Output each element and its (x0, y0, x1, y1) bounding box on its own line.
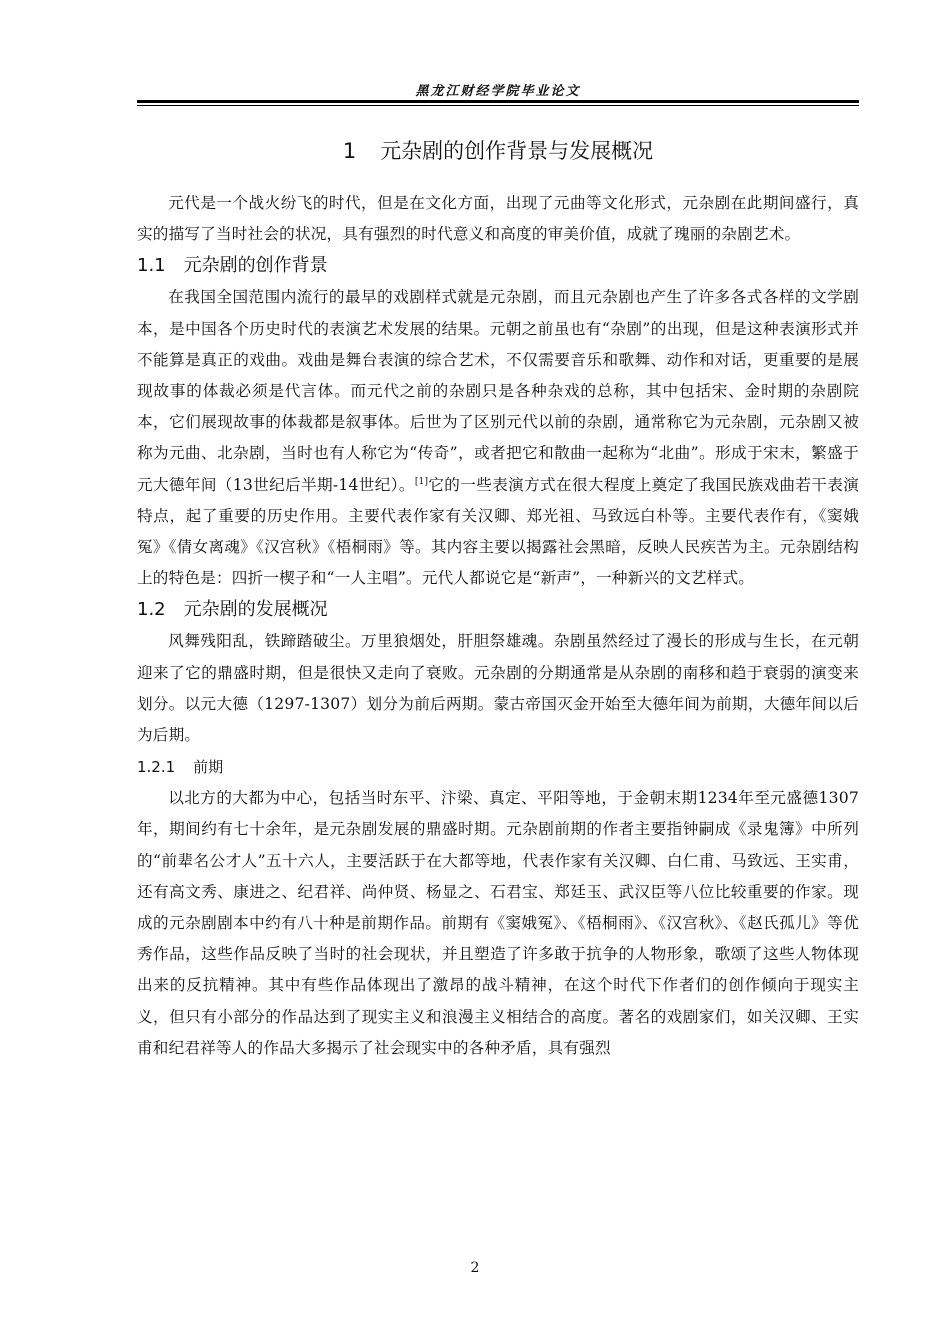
subsection-title: 前期 (193, 758, 224, 777)
section-title: 元杂剧的创作背景 (183, 255, 328, 277)
chapter-title (137, 134, 859, 168)
subsection-heading-1-2-1 (137, 751, 859, 783)
section-heading-1-1 (137, 250, 859, 282)
section-heading-1-2 (137, 594, 859, 626)
section-number: 1.1 (137, 255, 166, 277)
header-rule-thick (137, 100, 859, 103)
subsection-number: 1.2.1 (137, 758, 176, 777)
chapter-title-text: 元杂剧的创作背景与发展概况 (380, 139, 654, 163)
header-rule-thin (137, 105, 859, 106)
section-1-1-paragraph (137, 282, 859, 594)
section-number: 1.2 (137, 599, 166, 621)
paragraph-text-part1: 在我国全国范围内流行的最早的戏剧样式就是元杂剧，而且元杂剧也产生了许多各式各样的文学剧本，是中国各个历史时代的表演艺术发展的结果。元朝之前虽也有“杂剧”的出现，但是这种表演形式并不能算是真正的戏曲。戏曲是舞台表演的综合艺术，不仅需要音乐和歌舞、动作和对话，更重要的是展现故事的体裁必须是代言体。而元代之前的杂剧只是各种杂戏的总称，其中包括宋、金时期的杂剧院本，它们展现故事的体裁都是叙事体。后世为了区别元代以前的杂剧，通常称它为元杂剧，元杂剧又被称为元曲、北杂剧，当时也有人称它为“传奇”，或者把它和散曲一起称为“北曲”。形成于宋末，繁盛于元大德年间（13世纪后半期-14世纪）。 (137, 288, 859, 494)
section-title: 元杂剧的发展概况 (183, 599, 328, 621)
page-content (137, 130, 859, 1064)
section-1-2-paragraph: 风舞残阳乱，铁蹄踏破尘。万里狼烟处，肝胆祭雄魂。杂剧虽然经过了漫长的形成与生长，在元朝迎来了它的鼎盛时期，但是很快又走向了衰败。元杂剧的分期通常是从杂剧的南移和趋于衰弱的演变来划分。以元大德（1297-1307）划分为前后两期。蒙古帝国灭金开始至大德年间为前期，大德年间以后为后期。 (137, 632, 859, 745)
running-header: 黑龙江财经学院毕业论文 (415, 84, 581, 99)
chapter-intro-paragraph: 元代是一个战火纷飞的时代，但是在文化方面，出现了元曲等文化形式，元杂剧在此期间盛行，真实的描写了当时社会的状况，具有强烈的时代意义和高度的审美价值，成就了瑰丽的杂剧艺术。 (137, 194, 859, 244)
subsection-1-2-1-paragraph: 以北方的大都为中心，包括当时东平、汴梁、真定、平阳等地，于金朝末期1234年至元盛德1307年，期间约有七十余年，是元杂剧发展的鼎盛时期。元杂剧前期的作者主要指钟嗣成《录鬼簿》中所列的“前辈名公才人”五十六人，主要活跃于在大都等地，代表作家有关汉卿、白仁甫、马致远、王实甫，还有高文秀、康进之、纪君祥、尚仲贤、杨显之、石君宝、郑廷玉、武汉臣等八位比较重要的作家。现成的元杂剧剧本中约有八十种是前期作品。前期有《窦娥冤》、《梧桐雨》、《汉宫秋》、《赵氏孤儿》等优秀作品，这些作品反映了当时的社会现状，并且塑造了许多敢于抗争的人物形象，歌颂了这些人物体现出来的反抗精神。其中有些作品体现出了激昂的战斗精神，在这个时代下作者们的创作倾向于现实主义，但只有小部分的作品达到了现实主义和浪漫主义相结合的高度。著名的戏剧家们，如关汉卿、王实甫和纪君祥等人的作品大多揭示了社会现实中的各种矛盾，具有强烈 (137, 789, 859, 1057)
chapter-number: 1 (342, 139, 357, 163)
citation-marker: [1] (414, 476, 429, 487)
page-number: 2 (470, 1260, 480, 1276)
paragraph-text-part2: 它的一些表演方式在很大程度上奠定了我国民族戏曲若干表演特点，起了重要的历史作用。主要代表作家有关汉卿、郑光祖、马致远白朴等。主要代表作有，《窦娥冤》《倩女离魂》《汉宫秋》《梧桐雨》等。其内容主要以揭露社会黑暗，反映人民疾苦为主。元杂剧结构上的特色是：四折一楔子和“一人主唱”。元代人都说它是“新声”，一种新兴的文艺样式。 (137, 475, 860, 588)
